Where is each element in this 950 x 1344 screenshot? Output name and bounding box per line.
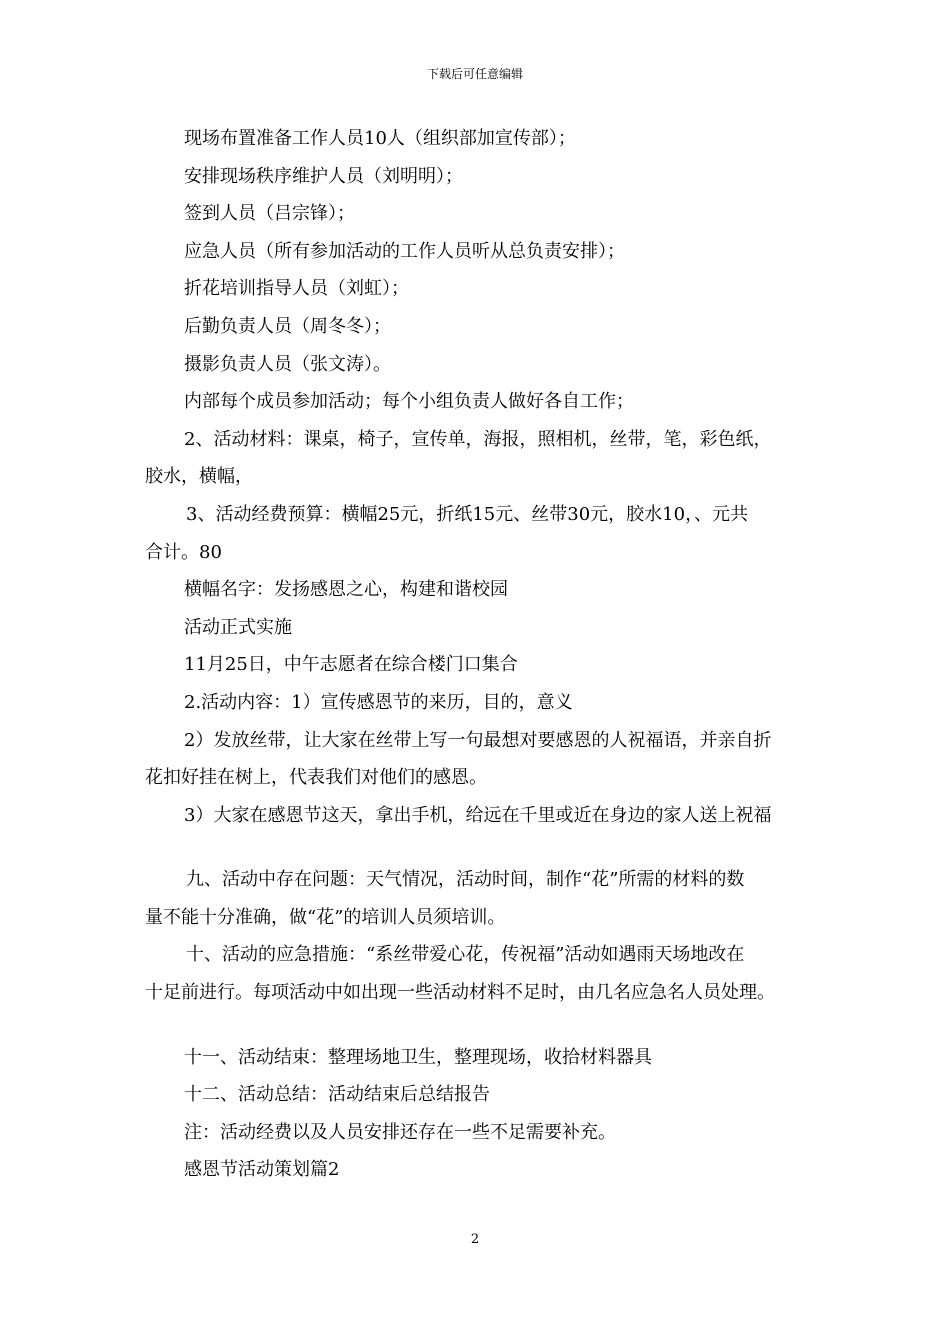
paragraph-gap xyxy=(145,1017,825,1044)
paragraph-line: 折花培训指导人员（刘虹）； xyxy=(184,278,409,300)
paragraph-line: 2、活动材料：课桌，椅子，宣传单，海报，照相机，丝带，笔，彩色纸， xyxy=(184,428,772,450)
paragraph-line: 活动正式实施 xyxy=(184,616,292,638)
paragraph-line: 11月25日，中午志愿者在综合楼门口集合 xyxy=(184,654,518,676)
paragraph-line: 2）发放丝带，让大家在丝带上写一句最想对要感恩的人祝福语，并亲自折 xyxy=(184,729,772,751)
paragraph-line: 十一、活动结束：整理场地卫生，整理现场，收拾材料器具 xyxy=(184,1046,652,1068)
page-number: 2 xyxy=(470,1232,480,1247)
paragraph-line: 内部每个成员参加活动；每个小组负责人做好各自工作； xyxy=(184,391,634,413)
paragraph-line: 量不能十分准确，做“花”的培训人员须培训。 xyxy=(145,906,506,928)
paragraph-line: 十足前进行。每项活动中如出现一些活动材料不足时，由几名应急名人员处理。 xyxy=(145,982,775,1004)
document-body xyxy=(145,125,825,1194)
paragraph-line: 横幅名字：发扬感恩之心，构建和谐校园 xyxy=(184,579,508,601)
paragraph-line: 十二、活动总结：活动结束后总结报告 xyxy=(184,1084,490,1106)
paragraph-line: 3）大家在感恩节这天，拿出手机，给远在千里或近在身边的家人送上祝福 xyxy=(184,804,772,826)
paragraph-gap xyxy=(145,839,825,866)
paragraph-line: 感恩节活动策划篇2 xyxy=(184,1159,340,1181)
page-header: 下载后可任意编辑 xyxy=(426,67,523,81)
paragraph-line: 应急人员（所有参加活动的工作人员听从总负责安排）； xyxy=(184,240,625,262)
paragraph-line: 3、活动经费预算：横幅25元，折纸15元、丝带30元，胶水10，、元共 xyxy=(186,503,749,525)
paragraph-line: 注：活动经费以及人员安排还存在一些不足需要补充。 xyxy=(184,1121,616,1143)
paragraph-line: 胶水，横幅， xyxy=(145,466,253,488)
paragraph-line: 2.活动内容：1）宣传感恩节的来历，目的，意义 xyxy=(184,691,573,713)
paragraph-line: 现场布置准备工作人员10人（组织部加宣传部）； xyxy=(184,128,576,149)
paragraph-line: 签到人员（吕宗锋）； xyxy=(184,203,355,225)
paragraph-line: 九、活动中存在问题：天气情况，活动时间，制作“花”所需的材料的数 xyxy=(186,869,745,891)
paragraph-line: 摄影负责人员（张文涛）。 xyxy=(184,353,391,375)
paragraph-line: 后勤负责人员（周冬冬）； xyxy=(184,315,391,337)
paragraph-line: 花扣好挂在树上，代表我们对他们的感恩。 xyxy=(145,767,487,789)
paragraph-line: 安排现场秩序维护人员（刘明明）； xyxy=(184,165,463,187)
paragraph-line: 十、活动的应急措施：“系丝带爱心花，传祝福”活动如遇雨天场地改在 xyxy=(186,944,745,966)
paragraph-line: 合计。80 xyxy=(145,541,222,563)
